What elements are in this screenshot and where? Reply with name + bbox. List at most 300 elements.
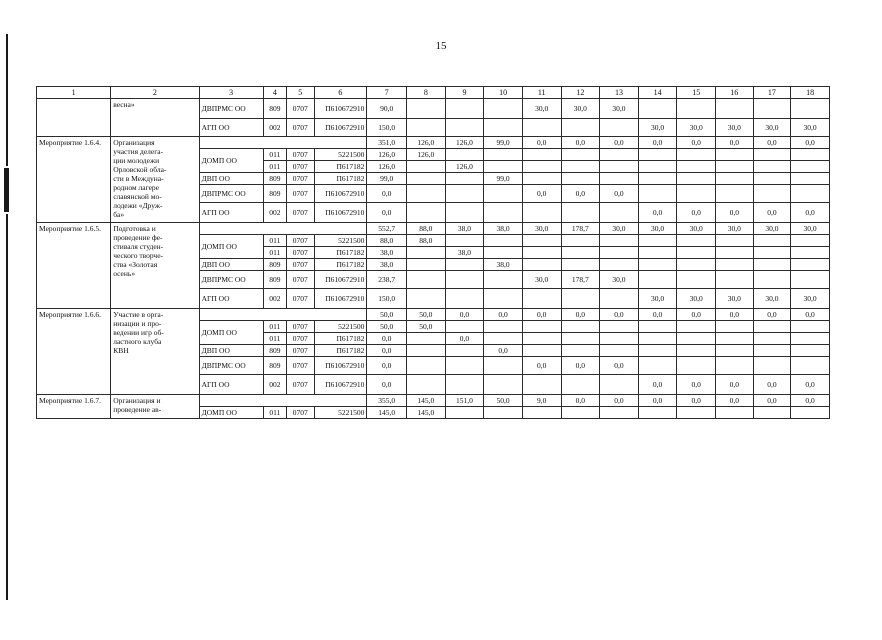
amount-cell: 145,0 xyxy=(407,407,446,419)
amount-cell xyxy=(753,345,791,357)
rzpr-code-cell: 0707 xyxy=(287,271,314,289)
total-amount-cell: 0,0 xyxy=(561,137,600,149)
amount-cell xyxy=(407,99,446,119)
amount-cell xyxy=(791,235,830,247)
amount-cell xyxy=(484,99,523,119)
amount-cell xyxy=(677,161,716,173)
amount-cell xyxy=(445,149,484,161)
amount-cell xyxy=(677,235,716,247)
csr-code-cell: 5221500 xyxy=(314,149,367,161)
amount-cell xyxy=(791,345,830,357)
amount-cell: 0,0 xyxy=(484,345,523,357)
amount-cell: 30,0 xyxy=(791,289,830,309)
amount-cell: 126,0 xyxy=(367,149,407,161)
amount-cell xyxy=(753,185,791,203)
csr-code-cell: 5221500 xyxy=(314,235,367,247)
amount-cell xyxy=(677,357,716,375)
amount-cell xyxy=(753,247,791,259)
csr-code-cell: П610672910 xyxy=(314,289,367,309)
csr-code-cell: П610672910 xyxy=(314,375,367,395)
amount-cell: 0,0 xyxy=(753,203,791,223)
total-amount-cell: 30,0 xyxy=(677,223,716,235)
amount-cell xyxy=(522,259,561,271)
amount-cell: 38,0 xyxy=(484,259,523,271)
grbs-code-cell: 011 xyxy=(263,407,286,419)
total-amount-cell: 30,0 xyxy=(716,223,754,235)
total-amount-cell: 30,0 xyxy=(522,223,561,235)
amount-cell: 30,0 xyxy=(522,271,561,289)
amount-cell: 30,0 xyxy=(600,271,639,289)
csr-code-cell: П610672910 xyxy=(314,99,367,119)
csr-code-cell: П617182 xyxy=(314,333,367,345)
amount-cell: 145,0 xyxy=(367,407,407,419)
amount-cell: 90,0 xyxy=(367,99,407,119)
scan-edge-line-bottom xyxy=(6,214,8,600)
csr-code-cell: П610672910 xyxy=(314,203,367,223)
grbs-code-cell: 002 xyxy=(263,203,286,223)
amount-cell: 0,0 xyxy=(367,345,407,357)
amount-cell xyxy=(716,99,754,119)
amount-cell xyxy=(407,173,446,185)
rzpr-code-cell: 0707 xyxy=(287,375,314,395)
amount-cell xyxy=(484,247,523,259)
amount-cell xyxy=(484,357,523,375)
amount-cell xyxy=(716,185,754,203)
column-number-header: 17 xyxy=(753,87,791,99)
amount-cell xyxy=(638,99,677,119)
total-amount-cell: 30,0 xyxy=(753,223,791,235)
amount-cell xyxy=(561,149,600,161)
amount-cell xyxy=(638,173,677,185)
amount-cell xyxy=(522,235,561,247)
total-amount-cell: 0,0 xyxy=(716,137,754,149)
amount-cell: 0,0 xyxy=(367,375,407,395)
total-amount-cell: 50,0 xyxy=(367,309,407,321)
total-amount-cell: 0,0 xyxy=(561,395,600,407)
amount-cell xyxy=(753,321,791,333)
amount-cell: 0,0 xyxy=(791,375,830,395)
amount-cell: 0,0 xyxy=(367,203,407,223)
amount-cell xyxy=(522,375,561,395)
amount-cell xyxy=(791,357,830,375)
total-amount-cell: 552,7 xyxy=(367,223,407,235)
total-amount-cell: 0,0 xyxy=(716,395,754,407)
grbs-code-cell: 011 xyxy=(263,247,286,259)
amount-cell xyxy=(561,333,600,345)
total-amount-cell: 0,0 xyxy=(753,309,791,321)
rzpr-code-cell: 0707 xyxy=(287,289,314,309)
total-amount-cell: 355,0 xyxy=(367,395,407,407)
amount-cell: 0,0 xyxy=(638,203,677,223)
activity-description-cell: весна» xyxy=(111,99,199,137)
total-amount-cell: 0,0 xyxy=(677,395,716,407)
total-amount-cell: 126,0 xyxy=(445,137,484,149)
amount-cell xyxy=(445,173,484,185)
amount-cell xyxy=(445,289,484,309)
column-number-header: 1 xyxy=(37,87,111,99)
amount-cell xyxy=(791,259,830,271)
amount-cell xyxy=(600,321,639,333)
amount-cell xyxy=(445,203,484,223)
amount-cell xyxy=(561,235,600,247)
rzpr-code-cell: 0707 xyxy=(287,235,314,247)
amount-cell xyxy=(753,235,791,247)
amount-cell xyxy=(561,119,600,137)
amount-cell xyxy=(716,235,754,247)
amount-cell xyxy=(677,407,716,419)
grbs-code-cell: 011 xyxy=(263,149,286,161)
amount-cell xyxy=(484,333,523,345)
rzpr-code-cell: 0707 xyxy=(287,321,314,333)
total-amount-cell: 9,0 xyxy=(522,395,561,407)
grbs-code-cell: 002 xyxy=(263,375,286,395)
amount-cell: 30,0 xyxy=(638,119,677,137)
amount-cell xyxy=(600,119,639,137)
amount-cell xyxy=(484,289,523,309)
column-number-header: 8 xyxy=(407,87,446,99)
amount-cell: 0,0 xyxy=(716,375,754,395)
amount-cell xyxy=(638,247,677,259)
grbs-code-cell: 809 xyxy=(263,173,286,185)
amount-cell xyxy=(522,173,561,185)
executor-cell: ДВП ОО xyxy=(199,345,263,357)
amount-cell xyxy=(753,99,791,119)
amount-cell: 0,0 xyxy=(561,185,600,203)
amount-cell: 238,7 xyxy=(367,271,407,289)
amount-cell xyxy=(407,259,446,271)
amount-cell xyxy=(407,333,446,345)
activity-description-cell: Подготовка и проведение фе- стиваля студен- ческого творче- ства «Золотая осень» xyxy=(111,223,199,309)
grbs-code-cell: 011 xyxy=(263,333,286,345)
activity-total-row xyxy=(37,309,830,321)
amount-cell xyxy=(561,161,600,173)
column-number-header: 15 xyxy=(677,87,716,99)
amount-cell xyxy=(638,259,677,271)
empty-code-cell xyxy=(199,395,367,407)
rzpr-code-cell: 0707 xyxy=(287,161,314,173)
amount-cell xyxy=(791,173,830,185)
activity-name-cell: Мероприятие 1.6.4. xyxy=(37,137,111,223)
amount-cell xyxy=(522,161,561,173)
grbs-code-cell: 809 xyxy=(263,357,286,375)
executor-cell: ДВП ОО xyxy=(199,173,263,185)
total-amount-cell: 126,0 xyxy=(407,137,446,149)
executor-cell: ДОМП ОО xyxy=(199,149,263,173)
grbs-code-cell: 809 xyxy=(263,185,286,203)
amount-cell xyxy=(677,149,716,161)
amount-cell: 30,0 xyxy=(638,289,677,309)
amount-cell xyxy=(484,271,523,289)
amount-cell xyxy=(522,247,561,259)
amount-cell xyxy=(716,321,754,333)
scan-edge-mark xyxy=(4,168,9,212)
amount-cell xyxy=(600,289,639,309)
amount-cell xyxy=(407,357,446,375)
amount-cell xyxy=(753,259,791,271)
rzpr-code-cell: 0707 xyxy=(287,259,314,271)
grbs-code-cell: 809 xyxy=(263,271,286,289)
activity-description-cell: Участие в орга- низации и про- ведении игр об- ластного клуба КВН xyxy=(111,309,199,395)
amount-cell xyxy=(522,345,561,357)
csr-code-cell: П617182 xyxy=(314,173,367,185)
amount-cell: 30,0 xyxy=(561,99,600,119)
amount-cell xyxy=(638,407,677,419)
csr-code-cell: П617182 xyxy=(314,259,367,271)
amount-cell xyxy=(753,173,791,185)
amount-cell xyxy=(407,345,446,357)
amount-cell: 99,0 xyxy=(484,173,523,185)
amount-cell xyxy=(791,271,830,289)
column-number-header: 14 xyxy=(638,87,677,99)
amount-cell: 0,0 xyxy=(367,333,407,345)
rzpr-code-cell: 0707 xyxy=(287,185,314,203)
amount-cell xyxy=(522,321,561,333)
amount-cell: 38,0 xyxy=(445,247,484,259)
executor-cell: АГП ОО xyxy=(199,203,263,223)
amount-cell: 0,0 xyxy=(367,185,407,203)
total-amount-cell: 99,0 xyxy=(484,137,523,149)
activity-total-row xyxy=(37,395,830,407)
amount-cell xyxy=(445,321,484,333)
total-amount-cell: 178,7 xyxy=(561,223,600,235)
amount-cell: 150,0 xyxy=(367,289,407,309)
total-amount-cell: 50,0 xyxy=(407,309,446,321)
amount-cell: 30,0 xyxy=(791,119,830,137)
executor-cell: АГП ОО xyxy=(199,119,263,137)
amount-cell xyxy=(600,173,639,185)
column-number-header: 10 xyxy=(484,87,523,99)
rzpr-code-cell: 0707 xyxy=(287,357,314,375)
amount-cell xyxy=(445,375,484,395)
amount-cell xyxy=(522,289,561,309)
amount-cell xyxy=(716,407,754,419)
total-amount-cell: 0,0 xyxy=(484,309,523,321)
amount-cell xyxy=(600,407,639,419)
amount-cell: 0,0 xyxy=(445,333,484,345)
amount-cell: 0,0 xyxy=(600,357,639,375)
amount-cell: 0,0 xyxy=(753,375,791,395)
rzpr-code-cell: 0707 xyxy=(287,247,314,259)
amount-cell: 126,0 xyxy=(445,161,484,173)
amount-cell xyxy=(677,259,716,271)
amount-cell: 30,0 xyxy=(600,99,639,119)
amount-cell xyxy=(600,345,639,357)
amount-cell xyxy=(791,161,830,173)
total-amount-cell: 0,0 xyxy=(522,309,561,321)
column-number-header: 18 xyxy=(791,87,830,99)
total-amount-cell: 0,0 xyxy=(445,309,484,321)
executor-cell: ДВПРМС ОО xyxy=(199,357,263,375)
column-number-header: 4 xyxy=(263,87,286,99)
amount-cell xyxy=(484,407,523,419)
grbs-code-cell: 002 xyxy=(263,289,286,309)
amount-cell: 88,0 xyxy=(367,235,407,247)
amount-cell xyxy=(677,345,716,357)
amount-cell xyxy=(791,149,830,161)
amount-cell: 126,0 xyxy=(367,161,407,173)
amount-cell xyxy=(638,345,677,357)
amount-cell xyxy=(407,119,446,137)
amount-cell xyxy=(716,271,754,289)
activity-total-row xyxy=(37,137,830,149)
total-amount-cell: 0,0 xyxy=(638,395,677,407)
amount-cell xyxy=(791,99,830,119)
column-number-header: 6 xyxy=(314,87,367,99)
amount-cell xyxy=(677,247,716,259)
amount-cell: 178,7 xyxy=(561,271,600,289)
amount-cell xyxy=(791,333,830,345)
amount-cell: 38,0 xyxy=(367,259,407,271)
csr-code-cell: 5221500 xyxy=(314,407,367,419)
amount-cell xyxy=(407,289,446,309)
grbs-code-cell: 011 xyxy=(263,161,286,173)
amount-cell xyxy=(561,321,600,333)
amount-cell xyxy=(407,271,446,289)
executor-cell: ДВПРМС ОО xyxy=(199,271,263,289)
column-number-header: 9 xyxy=(445,87,484,99)
amount-cell xyxy=(677,333,716,345)
amount-cell xyxy=(561,203,600,223)
amount-cell xyxy=(600,161,639,173)
csr-code-cell: П610672910 xyxy=(314,271,367,289)
amount-cell xyxy=(522,407,561,419)
grbs-code-cell: 809 xyxy=(263,345,286,357)
amount-cell xyxy=(484,161,523,173)
amount-cell: 30,0 xyxy=(753,119,791,137)
amount-cell xyxy=(600,259,639,271)
budget-table-body xyxy=(37,87,830,419)
activity-total-row xyxy=(37,223,830,235)
column-number-header-row xyxy=(37,87,830,99)
amount-cell: 150,0 xyxy=(367,119,407,137)
amount-cell xyxy=(638,271,677,289)
activity-name-cell: Мероприятие 1.6.6. xyxy=(37,309,111,395)
amount-cell xyxy=(638,321,677,333)
column-number-header: 12 xyxy=(561,87,600,99)
executor-cell: ДВПРМС ОО xyxy=(199,185,263,203)
total-amount-cell: 0,0 xyxy=(600,395,639,407)
csr-code-cell: П617182 xyxy=(314,247,367,259)
amount-cell xyxy=(445,119,484,137)
amount-cell xyxy=(753,357,791,375)
amount-cell xyxy=(753,333,791,345)
amount-cell: 50,0 xyxy=(407,321,446,333)
amount-cell xyxy=(791,247,830,259)
column-number-header: 2 xyxy=(111,87,199,99)
amount-cell xyxy=(561,247,600,259)
page-number: 15 xyxy=(435,40,447,52)
csr-code-cell: П617182 xyxy=(314,161,367,173)
amount-cell: 30,0 xyxy=(753,289,791,309)
rzpr-code-cell: 0707 xyxy=(287,119,314,137)
rzpr-code-cell: 0707 xyxy=(287,99,314,119)
amount-cell xyxy=(716,357,754,375)
amount-cell xyxy=(561,345,600,357)
total-amount-cell: 0,0 xyxy=(716,309,754,321)
amount-cell: 38,0 xyxy=(367,247,407,259)
scan-edge-line-top xyxy=(6,34,8,166)
amount-cell xyxy=(445,357,484,375)
amount-cell xyxy=(484,321,523,333)
total-amount-cell: 0,0 xyxy=(638,137,677,149)
csr-code-cell: П617182 xyxy=(314,345,367,357)
amount-cell xyxy=(522,333,561,345)
total-amount-cell: 30,0 xyxy=(638,223,677,235)
amount-cell: 30,0 xyxy=(716,119,754,137)
total-amount-cell: 0,0 xyxy=(791,309,830,321)
rzpr-code-cell: 0707 xyxy=(287,203,314,223)
rzpr-code-cell: 0707 xyxy=(287,173,314,185)
total-amount-cell: 0,0 xyxy=(791,395,830,407)
amount-cell: 99,0 xyxy=(367,173,407,185)
column-number-header: 7 xyxy=(367,87,407,99)
grbs-code-cell: 809 xyxy=(263,99,286,119)
amount-cell xyxy=(561,173,600,185)
amount-cell xyxy=(407,185,446,203)
amount-cell: 0,0 xyxy=(677,203,716,223)
amount-cell: 30,0 xyxy=(522,99,561,119)
total-amount-cell: 0,0 xyxy=(753,137,791,149)
amount-cell xyxy=(561,289,600,309)
amount-cell xyxy=(600,247,639,259)
amount-cell: 0,0 xyxy=(367,357,407,375)
amount-cell: 30,0 xyxy=(716,289,754,309)
amount-cell: 126,0 xyxy=(407,149,446,161)
amount-cell: 0,0 xyxy=(600,185,639,203)
amount-cell xyxy=(677,271,716,289)
amount-cell: 0,0 xyxy=(561,357,600,375)
total-amount-cell: 0,0 xyxy=(791,137,830,149)
amount-cell xyxy=(522,149,561,161)
amount-cell xyxy=(445,99,484,119)
amount-cell xyxy=(522,119,561,137)
amount-cell xyxy=(716,247,754,259)
amount-cell xyxy=(716,161,754,173)
total-amount-cell: 351,0 xyxy=(367,137,407,149)
csr-code-cell: П610672910 xyxy=(314,357,367,375)
amount-cell xyxy=(600,203,639,223)
total-amount-cell: 145,0 xyxy=(407,395,446,407)
amount-cell xyxy=(445,185,484,203)
amount-cell xyxy=(677,173,716,185)
activity-name-cell: Мероприятие 1.6.7. xyxy=(37,395,111,419)
amount-cell xyxy=(600,375,639,395)
grbs-code-cell: 809 xyxy=(263,259,286,271)
amount-cell xyxy=(638,149,677,161)
amount-cell xyxy=(445,345,484,357)
total-amount-cell: 0,0 xyxy=(677,309,716,321)
csr-code-cell: 5221500 xyxy=(314,321,367,333)
amount-cell xyxy=(445,259,484,271)
total-amount-cell: 0,0 xyxy=(522,137,561,149)
empty-code-cell xyxy=(199,309,367,321)
total-amount-cell: 0,0 xyxy=(638,309,677,321)
amount-cell xyxy=(716,259,754,271)
amount-cell xyxy=(716,173,754,185)
amount-cell xyxy=(716,345,754,357)
amount-cell xyxy=(484,185,523,203)
amount-cell xyxy=(716,149,754,161)
amount-cell: 50,0 xyxy=(367,321,407,333)
executor-cell: ДВПРМС ОО xyxy=(199,99,263,119)
executor-cell: ДОМП ОО xyxy=(199,407,263,419)
amount-cell xyxy=(638,185,677,203)
amount-cell xyxy=(677,185,716,203)
amount-cell: 30,0 xyxy=(677,119,716,137)
amount-cell xyxy=(561,259,600,271)
grbs-code-cell: 002 xyxy=(263,119,286,137)
csr-code-cell: П610672910 xyxy=(314,119,367,137)
